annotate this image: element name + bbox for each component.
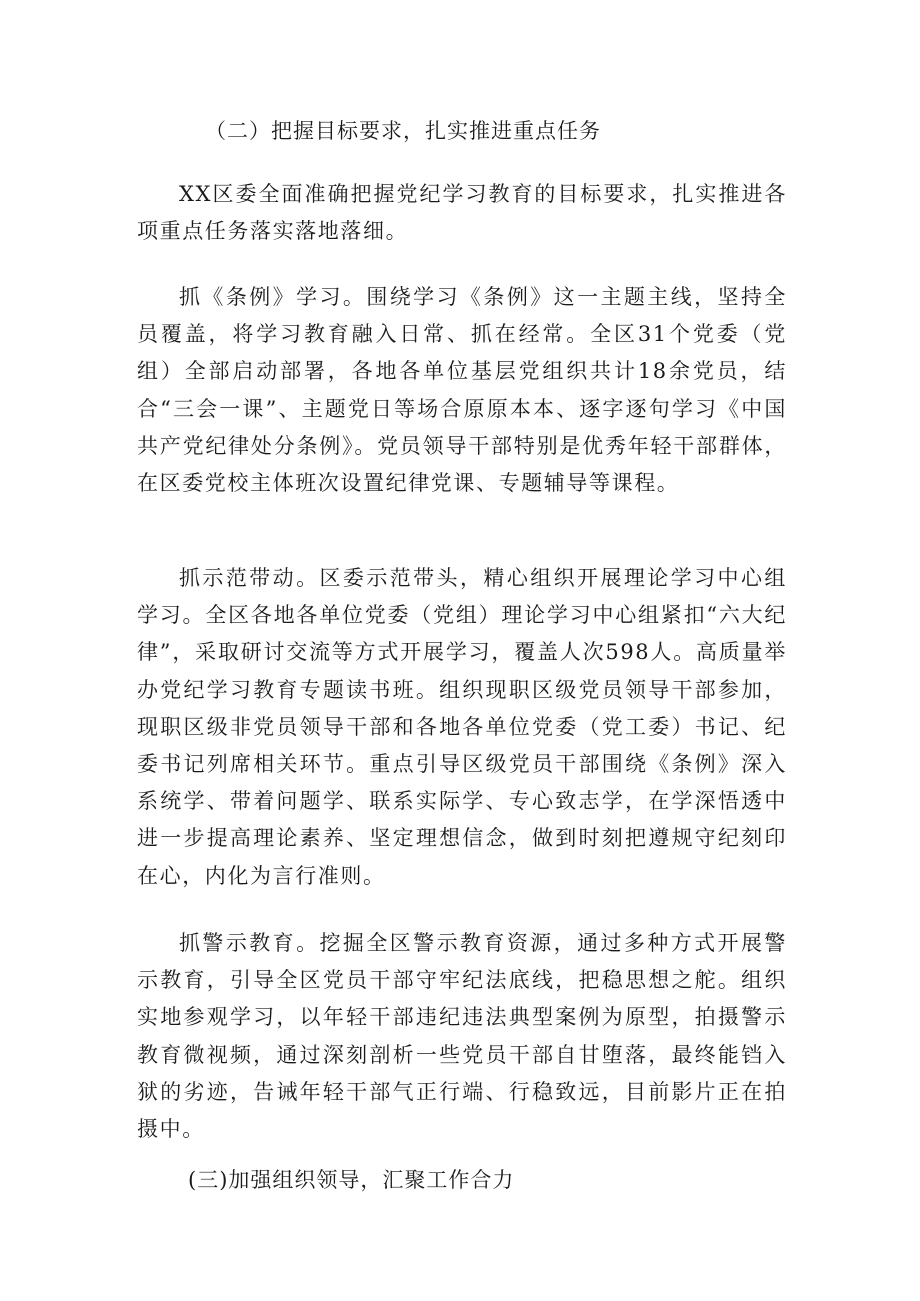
- paragraph-demonstration: 抓示范带动。区委示范带头，精心组织开展理论学习中心组学习。全区各地各单位党委（党组）理论学习中心组紧扣“六大纪律”，采取研讨交流等方式开展学习，覆盖人次598人。高质量举办党纪学习教育专题读书班。组织现职区级党员领导干部参加，现职区级非党员领导干部和各地各单位党委（党工委）书记、纪委书记列席相关环节。重点引导区级党员干部围绕《条例》深入系统学、带着问题学、联系实际学、专心致志学，在学深悟透中进一步提高理论素养、坚定理想信念，做到时刻把遵规守纪刻印在心，内化为言行准则。: [137, 566, 787, 888]
- paragraph-tiaoli-study: 抓《条例》学习。围绕学习《条例》这一主题主线，坚持全员覆盖，将学习教育融入日常、抓在经常。全区31个党委（党组）全部启动部署，各地各单位基层党组织共计18余党员，结合“三会一课”、主题党日等场合原原本本、逐字逐句学习《中国共产党纪律处分条例》。党员领导干部特别是优秀年轻干部群体，在区委党校主体班次设置纪律党课、专题辅导等课程。: [137, 285, 787, 496]
- section-heading-3: (三)加强组织领导，汇聚工作合力: [188, 1168, 515, 1192]
- intro-paragraph: XX区委全面准确把握党纪学习教育的目标要求，扎实推进各项重点任务落实落地落细。: [137, 182, 787, 244]
- paragraph-warning-education: 抓警示教育。挖掘全区警示教育资源，通过多种方式开展警示教育，引导全区党员干部守牢纪法底线，把稳思想之舵。组织实地参观学习，以年轻干部违纪违法典型案例为原型，拍摄警示教育微视频，通过深刻剖析一些党员干部自甘堕落，最终能铛入狱的劣迹，告诫年轻干部气正行端、行稳致远，目前影片正在拍摄中。: [137, 931, 787, 1142]
- section-heading-2: （二）把握目标要求，扎实推进重点任务: [205, 119, 601, 143]
